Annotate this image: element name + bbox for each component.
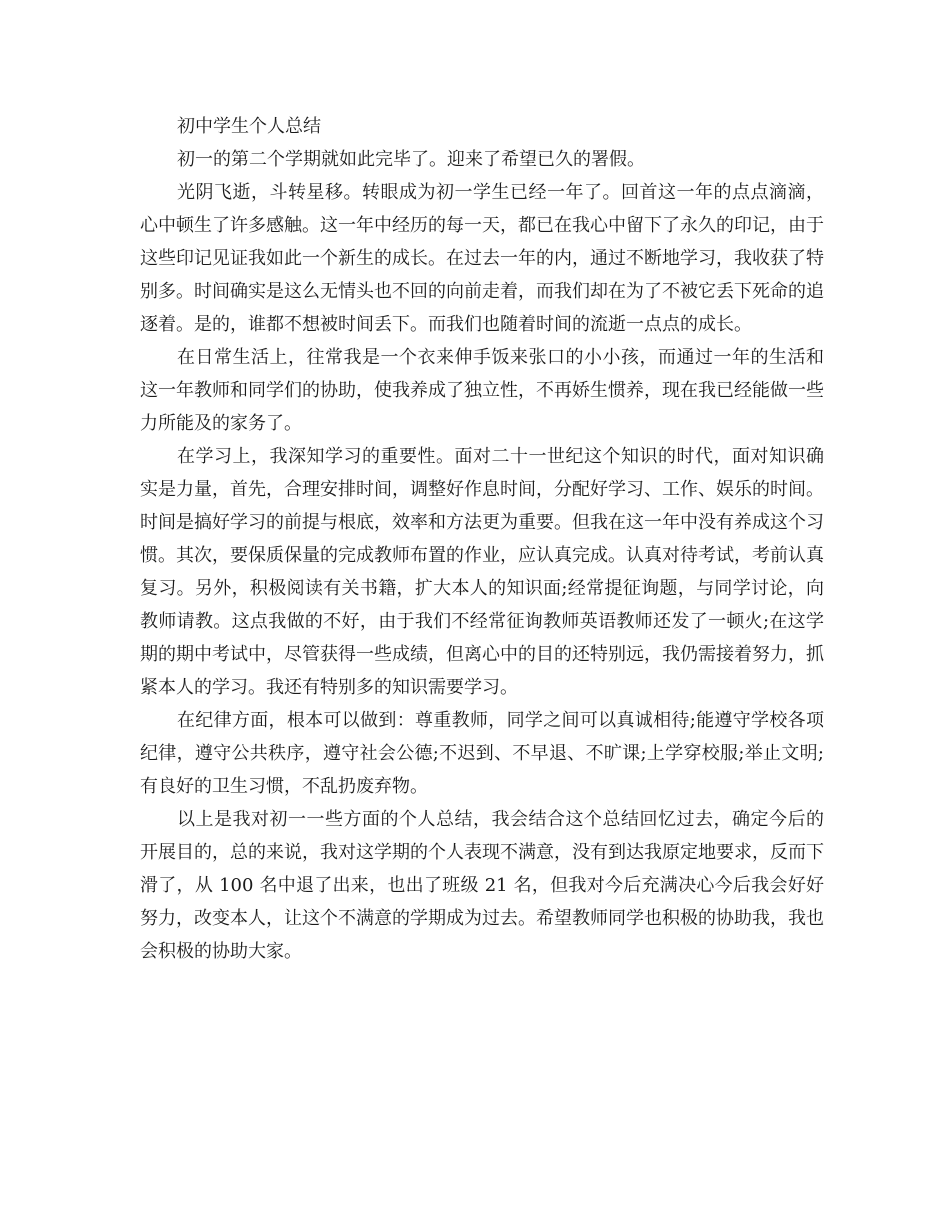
paragraph-1: 初一的第二个学期就如此完毕了。迎来了希望已久的署假。 [177, 149, 645, 170]
paragraph-4: 在学习上，我深知学习的重要性。面对二十一世纪这个知识的时代，面对知识确实是力量，首先，合理安排时间，调整好作息时间，分配好学习、工作、娱乐的时间。时间是搞好学习的前提与根底，效率和方法更为重要。但我在这一年中没有养成这个习惯。其次，要保质保量的完成教师布置的作业，应认真完成。认真对待考试，考前认真复习。另外，积极阅读有关书籍，扩大本人的知识面;经常提征询题，与同学讨论，向教师请教。这点我做的不好，由于我们不经常征询教师英语教师还发了一顿火;在这学期的期中考试中，尽管获得一些成绩，但离心中的目的还特别远，我仍需接着努力，抓紧本人的学习。我还有特别多的知识需要学习。 [140, 446, 824, 698]
paragraph-2: 光阴飞逝，斗转星移。转眼成为初一学生已经一年了。回首这一年的点点滴滴，心中顿生了许多感触。这一年中经历的每一天，都已在我心中留下了永久的印记，由于这些印记见证我如此一个新生的成长。在过去一年的内，通过不断地学习，我收获了特别多。时间确实是这么无情头也不回的向前走着，而我们却在为了不被它丢下死命的追逐着。是的，谁都不想被时间丢下。而我们也随着时间的流逝一点点的成长。 [140, 182, 824, 335]
document-body [140, 110, 824, 968]
paragraph-5: 在纪律方面，根本可以做到：尊重教师，同学之间可以真诚相待;能遵守学校各项纪律，遵守公共秩序，遵守社会公德;不迟到、不早退、不旷课;上学穿校服;举止文明;有良好的卫生习惯，不乱扔废弃物。 [140, 710, 824, 797]
paragraph-6: 以上是我对初一一些方面的个人总结，我会结合这个总结回忆过去，确定今后的开展目的，总的来说，我对这学期的个人表现不满意，没有到达我原定地要求，反而下滑了，从 100 名中退了出来，也出了班级 21 名，但我对今后充满决心今后我会好好努力，改变本人，让这个不满意的学期成为过去。希望教师同学也积极的协助我，我也会积极的协助大家。 [140, 809, 824, 962]
paragraph-3: 在日常生活上，往常我是一个衣来伸手饭来张口的小小孩，而通过一年的生活和这一年教师和同学们的协助，使我养成了独立性，不再娇生惯养，现在我已经能做一些力所能及的家务了。 [140, 347, 824, 434]
document-title: 初中学生个人总结 [177, 116, 321, 137]
